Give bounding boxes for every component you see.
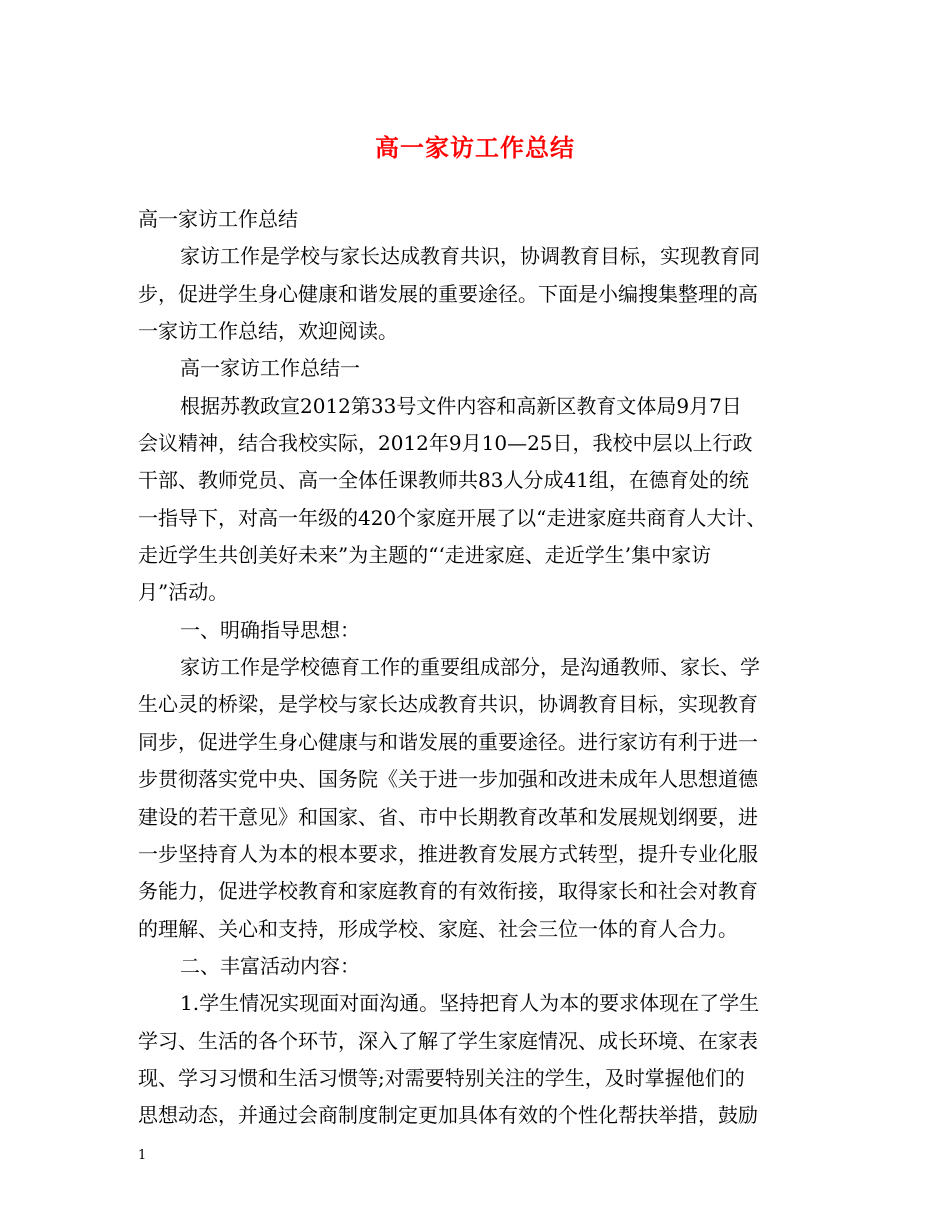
text-line: 家访工作是学校德育工作的重要组成部分，是沟通教师、家长、学 bbox=[180, 655, 760, 680]
text-line: 1.学生情况实现面对面沟通。坚持把育人为本的要求体现在了学生 bbox=[180, 991, 760, 1016]
text-line: 月”活动。 bbox=[138, 580, 229, 605]
section-heading: 一、明确指导思想： bbox=[180, 617, 360, 642]
text-line: 一步坚持育人为本的根本要求，推进教育发展方式转型，提升专业化服 bbox=[138, 841, 758, 866]
section-heading: 二、丰富活动内容： bbox=[180, 953, 360, 978]
text-line: 思想动态，并通过会商制度制定更加具体有效的个性化帮扶举措，鼓励 bbox=[138, 1103, 758, 1128]
text-line: 建设的若干意见》和国家、省、市中长期教育改革和发展规划纲要，进 bbox=[138, 804, 758, 829]
text-line: 同步，促进学生身心健康与和谐发展的重要途径。进行家访有利于进一 bbox=[138, 729, 758, 754]
text-line: 一家访工作总结，欢迎阅读。 bbox=[138, 319, 398, 344]
document-body bbox=[138, 201, 822, 1135]
text-line: 务能力，促进学校教育和家庭教育的有效衔接，取得家长和社会对教育 bbox=[138, 879, 758, 904]
text-line: 干部、教师党员、高一全体任课教师共83人分成41组，在德育处的统 bbox=[138, 468, 749, 493]
text-line: 会议精神，结合我校实际，2012年9月10—25日，我校中层以上行政 bbox=[138, 431, 753, 456]
text-line: 根据苏教政宣2012第33号文件内容和高新区教育文体局9月7日 bbox=[180, 393, 742, 418]
text-line: 走近学生共创美好未来”为主题的“‘走进家庭、走近学生’集中家访 bbox=[138, 543, 712, 568]
text-line: 现、学习习惯和生活习惯等;对需要特别关注的学生，及时掌握他们的 bbox=[138, 1065, 745, 1090]
text-line: 学习、生活的各个环节，深入了解了学生家庭情况、成长环境、在家表 bbox=[138, 1028, 758, 1053]
section-heading: 高一家访工作总结一 bbox=[180, 356, 360, 381]
page-number: 1 bbox=[138, 1148, 147, 1163]
text-line: 家访工作是学校与家长达成教育共识，协调教育目标，实现教育同 bbox=[180, 244, 760, 269]
text-line: 步，促进学生身心健康和谐发展的重要途径。下面是小编搜集整理的高 bbox=[138, 281, 758, 306]
text-line: 一指导下，对高一年级的420个家庭开展了以“走进家庭共商育人大计、 bbox=[138, 505, 767, 530]
text-line: 高一家访工作总结 bbox=[138, 207, 298, 231]
document-title: 高一家访工作总结 bbox=[375, 133, 575, 162]
text-line: 生心灵的桥梁，是学校与家长达成教育共识，协调教育目标，实现教育 bbox=[138, 692, 758, 717]
text-line: 的理解、关心和支持，形成学校、家庭、社会三位一体的育人合力。 bbox=[138, 916, 738, 941]
text-line: 步贯彻落实党中央、国务院《关于进一步加强和改进未成年人思想道德 bbox=[138, 767, 758, 792]
